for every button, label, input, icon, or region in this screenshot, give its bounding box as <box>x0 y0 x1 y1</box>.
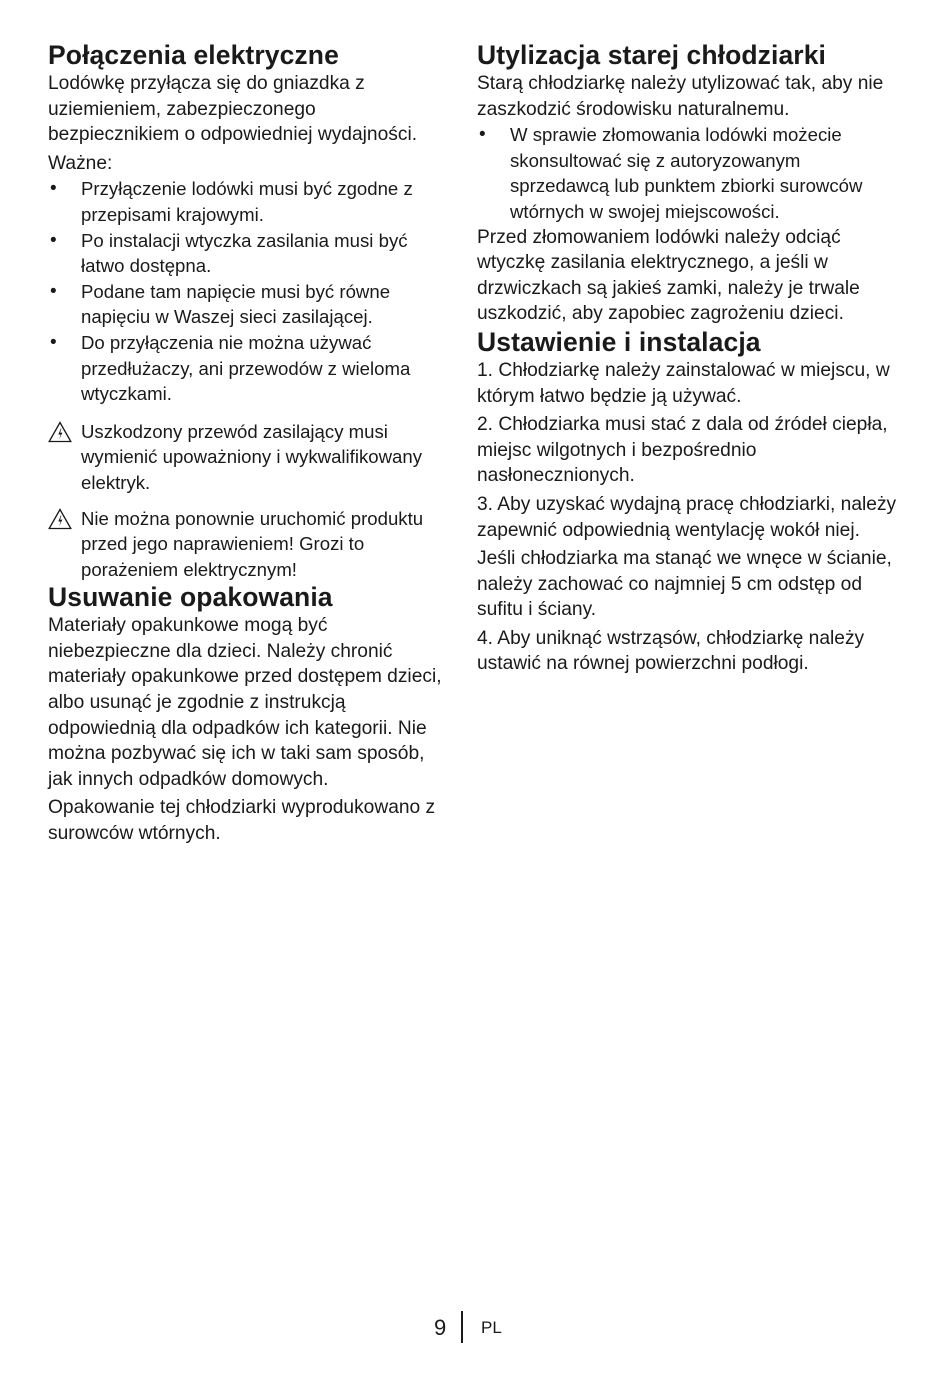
disposal-intro-paragraph: Starą chłodziarkę należy utylizować tak, aby nie zaszkodzić środowisku naturalnemu. <box>477 73 884 120</box>
list-item: • Przyłączenie lodówki musi być zgodne z przepisami krajowymi. <box>48 176 448 227</box>
disposal-paragraph-2: Przed złomowaniem lodówki należy odciąć wtyczkę zasilania elektrycznego, a jeśli w drzwiczkach są jakieś zamki, należy je trwale uszkodzić, aby zapobiec zagrożeniu dzieci. <box>477 226 860 325</box>
page-number: 9 <box>434 1315 447 1340</box>
installation-step-4: 4. Aby uniknąć wstrząsów, chłodziarkę należy ustawić na równej powierzchni podłogi. <box>477 627 865 675</box>
list-item: • Po instalacji wtyczka zasilania musi być łatwo dostępna. <box>48 228 448 279</box>
right-column <box>477 40 897 677</box>
installation-niche-note: Jeśli chłodziarka ma stanąć we wnęce w ścianie, należy zachować co najmniej 5 cm odstęp od sufitu i ściany. <box>477 548 892 621</box>
installation-step-2: 2. Chłodziarka musi stać z dala od źródeł ciepła, miejsc wilgotnych i bezpośrednio nasłonecznionych. <box>477 414 888 487</box>
warning-triangle-icon <box>48 508 72 530</box>
installation-step-3: 3. Aby uzyskać wydajną pracę chłodziarki, należy zapewnić odpowiednią wentylację wokół niej. <box>477 493 897 541</box>
warning-note-damaged-cable <box>48 419 448 496</box>
warning-note-restart <box>48 506 448 583</box>
section-title-electrical-connections: Połączenia elektryczne <box>48 40 339 70</box>
language-code: PL <box>481 1318 502 1337</box>
disposal-bullet-list <box>477 122 897 224</box>
left-column <box>48 40 448 847</box>
list-item: • Podane tam napięcie musi być równe napięciu w Waszej sieci zasilającej. <box>48 279 448 330</box>
packaging-paragraph-2: Opakowanie tej chłodziarki wyprodukowano z surowców wtórnych. <box>48 797 436 845</box>
packaging-paragraph-1: Materiały opakunkowe mogą być niebezpieczne dla dzieci. Należy chronić materiały opakunkowe przed dostępem dzieci, albo usunąć je zgodnie z instrukcją odpowiednią dla odpadków ich kategorii. Nie można pozbywać się ich w taki sam sposób, jak innych odpadków domowych. <box>48 615 442 790</box>
warning-text: Uszkodzony przewód zasilający musi wymienić upoważniony i wykwalifikowany elektryk. <box>81 420 423 493</box>
installation-step-1: 1. Chłodziarkę należy zainstalować w miejscu, w którym łatwo będzie ją używać. <box>477 359 890 407</box>
page-footer <box>0 1311 950 1345</box>
warning-triangle-icon <box>48 421 72 443</box>
section-title-packaging-removal: Usuwanie opakowania <box>48 582 333 613</box>
list-item: • Do przyłączenia nie można używać przedłużaczy, ani przewodów z wieloma wtyczkami. <box>48 330 448 407</box>
footer-divider <box>461 1311 463 1343</box>
electrical-intro-paragraph: Lodówkę przyłącza się do gniazdka z uziemieniem, zabezpieczonego bezpiecznikiem o odpowiedniej wydajności. <box>48 73 418 146</box>
section-title-installation: Ustawienie i instalacja <box>477 326 761 357</box>
list-item: • W sprawie złomowania lodówki możecie skonsultować się z autoryzowanym sprzedawcą lub punktem zbiorki surowców wtórnych w swojej miejscowości. <box>477 122 897 224</box>
important-label: Ważne: <box>48 152 113 174</box>
electrical-bullet-list <box>48 176 448 406</box>
warning-text: Nie można ponownie uruchomić produktu przed jego naprawieniem! Grozi to porażeniem elektrycznym! <box>81 507 424 580</box>
section-title-disposal: Utylizacja starej chłodziarki <box>477 40 827 70</box>
